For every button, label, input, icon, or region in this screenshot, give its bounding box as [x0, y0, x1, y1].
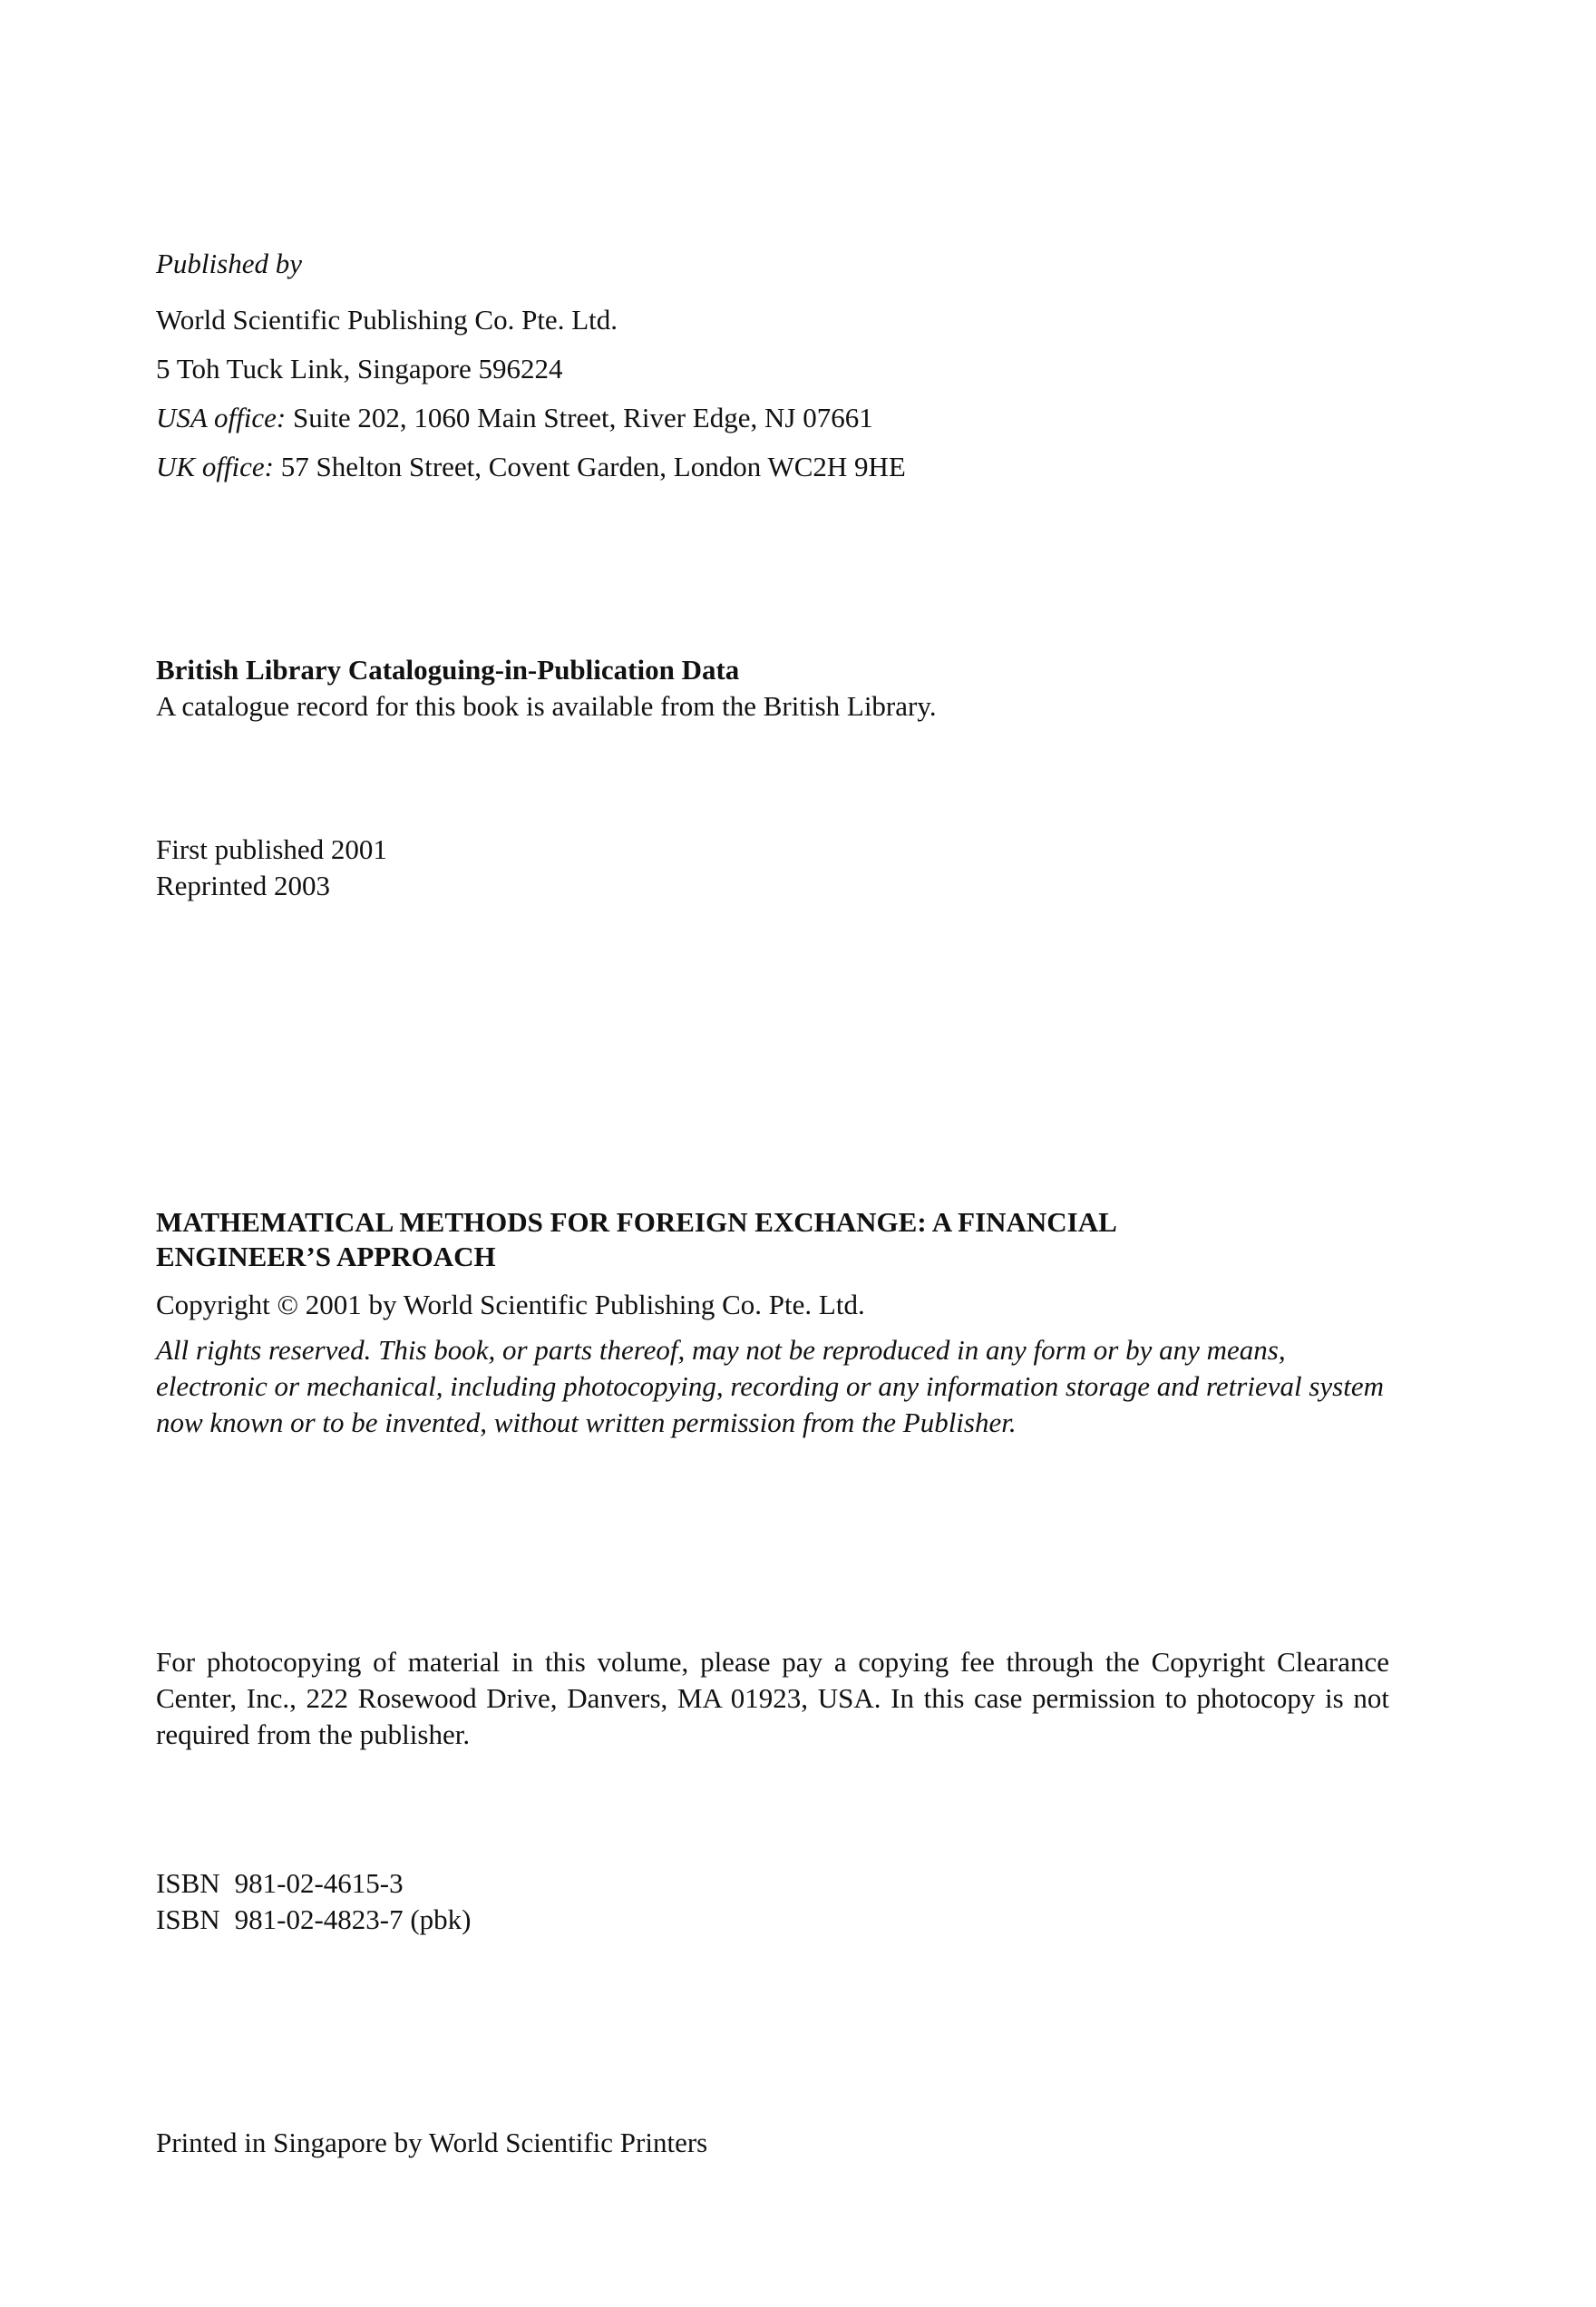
cip-heading: British Library Cataloguing-in-Publication Data [156, 654, 740, 686]
rights-reserved-text: All rights reserved. This book, or parts thereof, may not be reproduced in any form or by any means, electronic or mechanical, including photocopying, recording or any information storage and retrieval system now known or to be invented, without written permission from the Publisher. [156, 1334, 1385, 1438]
uk-office-label: UK office: [156, 451, 274, 482]
isbn-label: ISBN [156, 1867, 220, 1899]
publication-history [156, 832, 1426, 904]
isbn-paperback [156, 1902, 1426, 1938]
isbn-value: 981-02-4823-7 (pbk) [234, 1903, 472, 1935]
photocopy-notice [156, 1644, 1389, 1753]
isbn-label: ISBN [156, 1903, 220, 1935]
first-published: First published 2001 [156, 833, 387, 865]
usa-office [156, 400, 1426, 436]
book-title-line-1: MATHEMATICAL METHODS FOR FOREIGN EXCHANGE: A FINANCIAL [156, 1206, 1117, 1238]
reprinted: Reprinted 2003 [156, 870, 330, 901]
usa-office-address: Suite 202, 1060 Main Street, River Edge, NJ 07661 [292, 402, 873, 433]
photocopy-text: For photocopying of material in this volume, please pay a copying fee through the Copyright Clearance Center, Inc., 222 Rosewood Drive, Danvers, MA 01923, USA. In this case permission to photocopy is not required from the publisher. [156, 1646, 1389, 1750]
publisher-info [156, 246, 1426, 498]
printer-info [156, 2125, 1426, 2161]
isbn-list [156, 1865, 1426, 1938]
copyright-notice: Copyright © 2001 by World Scientific Publishing Co. Pte. Ltd. [156, 1289, 865, 1320]
usa-office-label: USA office: [156, 402, 287, 433]
uk-office [156, 449, 1426, 485]
book-title-copyright [156, 1205, 1426, 1441]
isbn-hardcover [156, 1865, 1426, 1902]
cip-text: A catalogue record for this book is available from the British Library. [156, 690, 937, 722]
published-by-label: Published by [156, 248, 302, 279]
isbn-value: 981-02-4615-3 [234, 1867, 404, 1899]
cip-data [156, 652, 1426, 725]
book-title-line-2: ENGINEER’S APPROACH [156, 1241, 496, 1272]
printed-in: Printed in Singapore by World Scientific Printers [156, 2127, 708, 2158]
uk-office-address: 57 Shelton Street, Covent Garden, London WC2H 9HE [280, 451, 906, 482]
publisher-name: World Scientific Publishing Co. Pte. Ltd. [156, 304, 618, 336]
publisher-address: 5 Toh Tuck Link, Singapore 596224 [156, 353, 563, 384]
